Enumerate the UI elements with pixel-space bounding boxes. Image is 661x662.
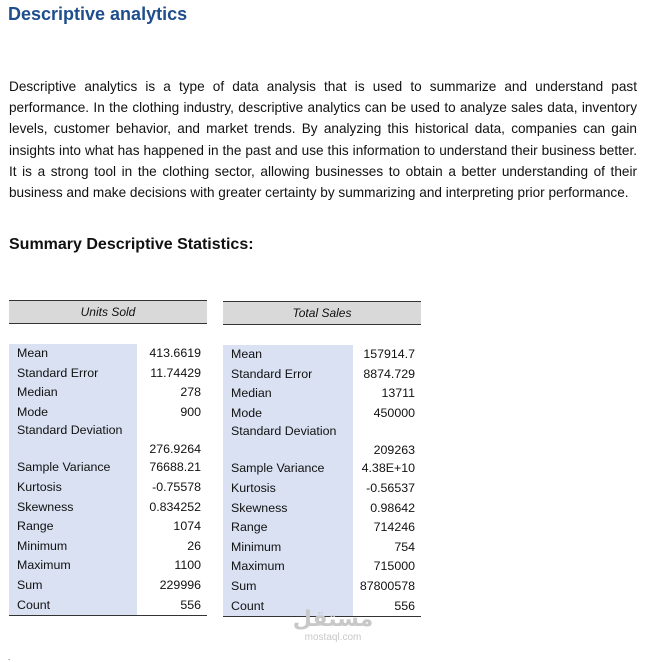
stat-label: Sum [231, 578, 257, 593]
label-column [223, 345, 353, 616]
stat-value: 276.9264 [149, 442, 201, 457]
stat-value: 209263 [373, 443, 415, 458]
stat-label: Maximum [231, 559, 285, 574]
stat-label: Sum [17, 577, 43, 592]
stat-value: 450000 [373, 405, 415, 420]
stat-label: Mode [231, 405, 262, 420]
value-column [137, 344, 207, 615]
stat-value: 754 [394, 539, 415, 554]
watermark-arabic: مستقل [292, 607, 374, 632]
stat-value: 556 [394, 598, 415, 613]
stat-label: Count [17, 597, 51, 612]
stat-label: Mode [17, 404, 48, 419]
stat-label: Range [231, 520, 268, 535]
value-column [353, 345, 421, 616]
section-subheading: Summary Descriptive Statistics: [9, 236, 254, 253]
stat-value: 278 [180, 385, 201, 400]
stat-value: 11.74429 [150, 365, 201, 380]
stat-label: Standard Deviation [231, 424, 337, 439]
stat-value: 0.98642 [370, 500, 415, 515]
units-sold-table [9, 300, 207, 616]
stat-value: 13711 [381, 386, 415, 401]
stat-label: Range [17, 519, 54, 534]
stat-value: -0.75578 [152, 479, 201, 494]
stat-value: 0.834252 [149, 499, 201, 514]
stat-value: -0.56537 [366, 480, 415, 495]
stat-label: Sample Variance [17, 460, 111, 475]
stat-value: 76688.21 [149, 460, 201, 475]
stat-label: Standard Error [17, 365, 99, 380]
stat-value: 900 [180, 404, 201, 419]
stat-label: Standard Deviation [17, 423, 123, 438]
intro-paragraph: Descriptive analytics is a type of data analysis that is used to summarize and understand past performance. In the clothing industry, descriptive analytics can be used to analyze sales data, inventory levels, customer behavior, and market trends. By analyzing this historical data, companies can gain insights into what has happened in the past and use this information to understand their business better. It is a strong tool in the clothing sector, allowing businesses to obtain a better understanding of their business and make decisions with greater certainty by summarizing and interpreting prior performance. [9, 79, 637, 201]
stat-value: 157914.7 [363, 347, 415, 361]
stat-label: Standard Error [231, 366, 313, 381]
label-column [9, 344, 137, 615]
watermark-latin: mostaql.com [304, 632, 362, 643]
stat-value: 413.6619 [149, 346, 201, 360]
stat-value: 714246 [373, 520, 415, 535]
stat-label: Median [231, 386, 272, 401]
footer-mark: . [8, 653, 11, 662]
stat-label: Minimum [17, 538, 68, 553]
stat-label: Kurtosis [17, 479, 62, 494]
stat-value: 1074 [173, 519, 201, 534]
table-title: Units Sold [9, 300, 207, 324]
stat-value: 229996 [159, 577, 201, 592]
stat-value: 1100 [174, 558, 201, 573]
stat-label: Skewness [231, 500, 288, 515]
stat-label: Mean [231, 347, 262, 361]
stat-value: 8874.729 [363, 366, 415, 381]
stat-value: 715000 [373, 559, 415, 574]
stat-value: 26 [187, 538, 201, 553]
watermark-logo [288, 608, 378, 644]
stat-label: Minimum [231, 539, 282, 554]
stat-label: Mean [17, 346, 48, 360]
total-sales-table [223, 301, 421, 617]
stat-label: Maximum [17, 558, 71, 573]
stat-label: Median [17, 385, 58, 400]
stat-label: Skewness [17, 499, 74, 514]
stat-value: 4.38E+10 [361, 461, 415, 476]
stat-value: 556 [180, 597, 201, 612]
stat-label: Kurtosis [231, 480, 276, 495]
stat-value: 87800578 [359, 578, 415, 593]
stat-label: Sample Variance [231, 461, 325, 476]
stat-label: Count [231, 598, 265, 613]
table-title: Total Sales [223, 301, 421, 325]
page-heading: Descriptive analytics [8, 4, 188, 24]
